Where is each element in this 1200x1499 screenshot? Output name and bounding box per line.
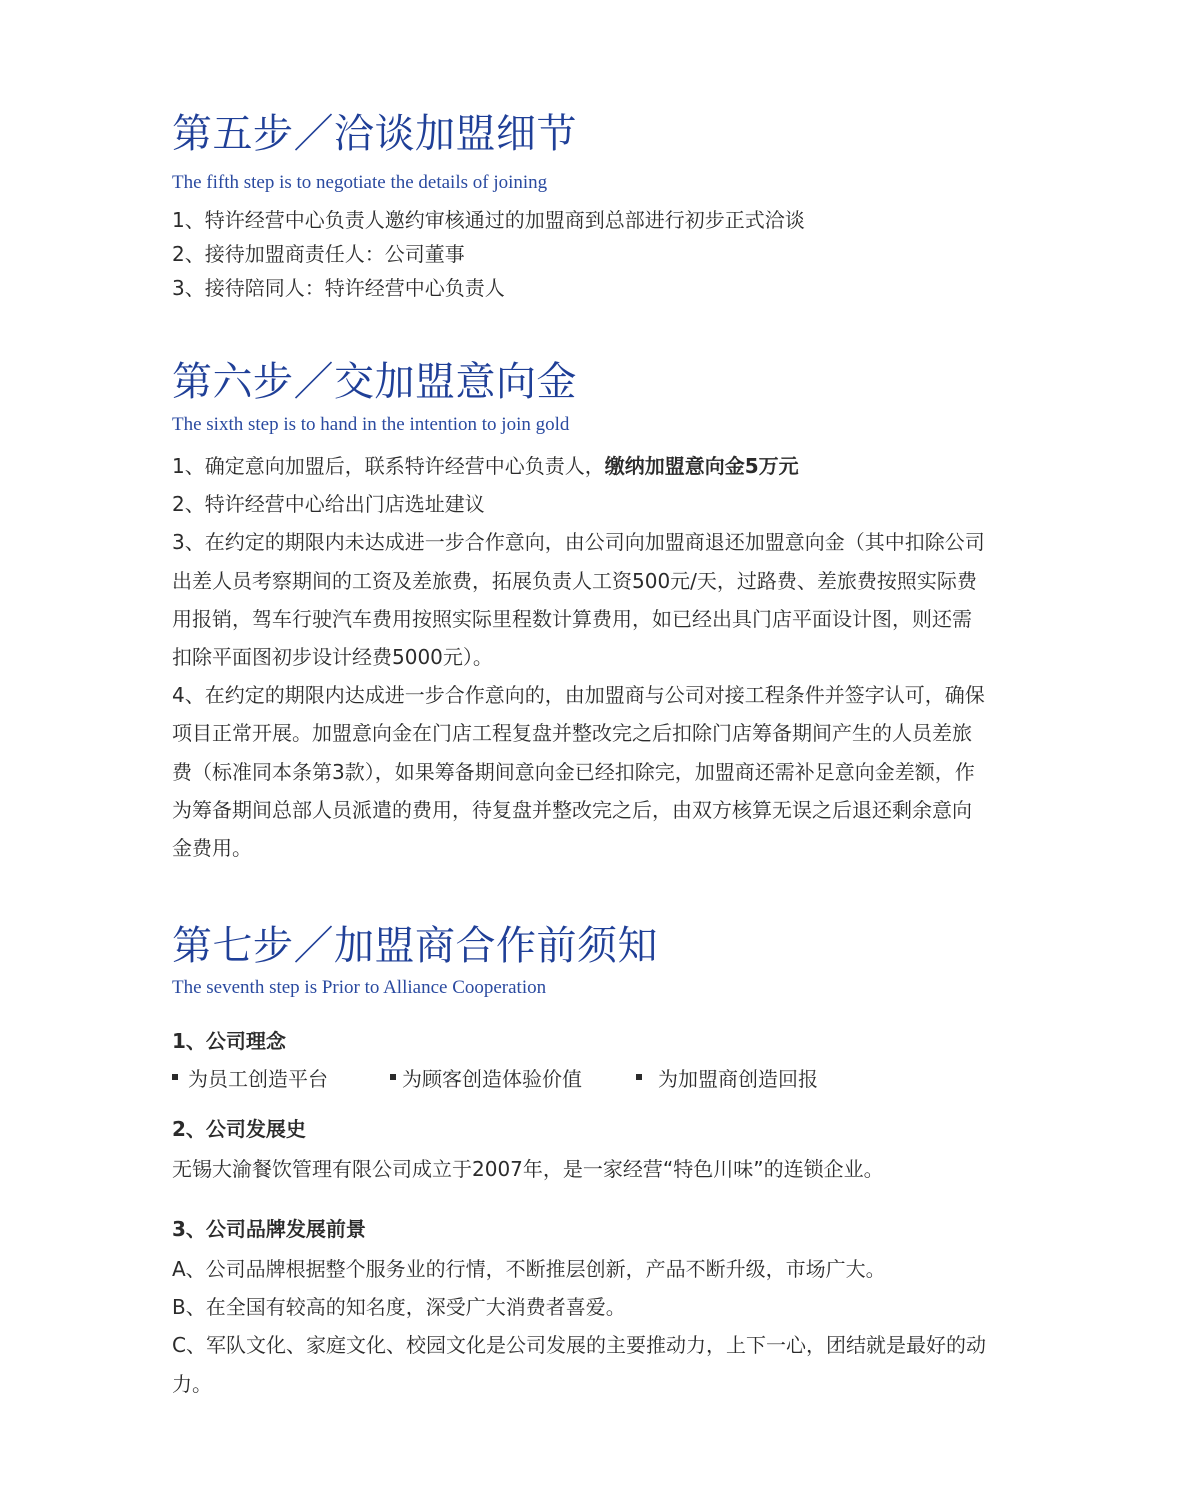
step6-item-2: 2、特许经营中心给出门店选址建议 — [172, 492, 485, 517]
step6-item-1-bold: 缴纳加盟意向金5万元 — [604, 454, 799, 478]
philosophy-bullet-text: 为员工创造平台 — [188, 1067, 328, 1091]
step6-title: 第六步／交加盟意向金 — [172, 359, 577, 405]
step7-history-text: 无锡大渝餐饮管理有限公司成立于2007年，是一家经营“特色川味”的连锁企业。 — [172, 1157, 884, 1181]
step6-item-4-line: 费（标准同本条第3款），如果筹备期间意向金已经扣除完，加盟商还需补足意向金差额，作 — [172, 759, 975, 784]
step6-item-3-line: 用报销，驾车行驶汽车费用按照实际里程数计算费用，如已经出具门店平面设计图，则还需 — [172, 606, 972, 631]
step7-prospect-b: B、在全国有较高的知名度，深受广大消费者喜爱。 — [172, 1295, 626, 1320]
bullet-square-icon — [172, 1074, 178, 1080]
step6-item-3-line: 出差人员考察期间的工资及差旅费，拓展负责人工资500元/天，过路费、差旅费按照实际费 — [172, 568, 977, 593]
step6-item-3 — [172, 523, 1052, 676]
step6-item-4-line: 4、在约定的期限内达成进一步合作意向的，由加盟商与公司对接工程条件并签字认可，确保 — [172, 683, 985, 708]
step7-prospect-c — [172, 1326, 1052, 1402]
philosophy-bullet — [636, 1064, 818, 1094]
step6-subtitle: The sixth step is to hand in the intention to join gold — [172, 414, 570, 435]
step5-title: 第五步／洽谈加盟细节 — [172, 111, 577, 157]
step5-item-3: 3、接待陪同人：特许经营中心负责人 — [172, 276, 505, 300]
step5-item-2: 2、接待加盟商责任人：公司董事 — [172, 242, 465, 266]
step7-heading-prospects: 3、公司品牌发展前景 — [172, 1217, 366, 1241]
step7-heading-philosophy: 1、公司理念 — [172, 1029, 286, 1053]
step7-prospect-a: A、公司品牌根据整个服务业的行情，不断推层创新，产品不断升级，市场广大。 — [172, 1257, 886, 1281]
step6-item-4-line: 为筹备期间总部人员派遣的费用，待复盘并整改完之后，由双方核算无误之后退还剩余意向 — [172, 797, 972, 822]
step7-subtitle: The seventh step is Prior to Alliance Cooperation — [172, 977, 547, 998]
step5-item-1: 1、特许经营中心负责人邀约审核通过的加盟商到总部进行初步正式洽谈 — [172, 208, 805, 232]
philosophy-bullet-text: 为顾客创造体验价值 — [402, 1067, 582, 1091]
step7-heading-history: 2、公司发展史 — [172, 1117, 306, 1141]
philosophy-bullet-text: 为加盟商创造回报 — [658, 1067, 818, 1091]
section-step7 — [172, 922, 1052, 1403]
section-step6 — [172, 358, 1052, 867]
philosophy-bullet — [172, 1064, 328, 1094]
step6-item-4 — [172, 676, 1052, 867]
step6-item-4-line: 项目正常开展。加盟意向金在门店工程复盘并整改完之后扣除门店筹备期间产生的人员差旅 — [172, 721, 972, 746]
step6-item-4-line: 金费用。 — [172, 836, 252, 861]
step7-prospect-c-line: 力。 — [172, 1371, 212, 1396]
step6-item-3-line: 3、在约定的期限内未达成进一步合作意向，由公司向加盟商退还加盟意向金（其中扣除公司 — [172, 530, 985, 555]
step6-item-1 — [172, 447, 1052, 485]
philosophy-bullets — [172, 1064, 1052, 1094]
step6-item-3-line: 扣除平面图初步设计经费5000元）。 — [172, 645, 493, 670]
bullet-square-icon — [390, 1074, 396, 1080]
section-step5 — [172, 110, 1052, 305]
step7-prospect-c-line: C、军队文化、家庭文化、校园文化是公司发展的主要推动力，上下一心，团结就是最好的动 — [172, 1333, 986, 1358]
step7-title: 第七步／加盟商合作前须知 — [172, 923, 658, 969]
philosophy-bullet — [390, 1064, 582, 1094]
bullet-square-icon — [636, 1074, 642, 1080]
step6-item-1-text: 1、确定意向加盟后，联系特许经营中心负责人， — [172, 454, 605, 478]
step5-subtitle: The fifth step is to negotiate the details of joining — [172, 172, 548, 193]
